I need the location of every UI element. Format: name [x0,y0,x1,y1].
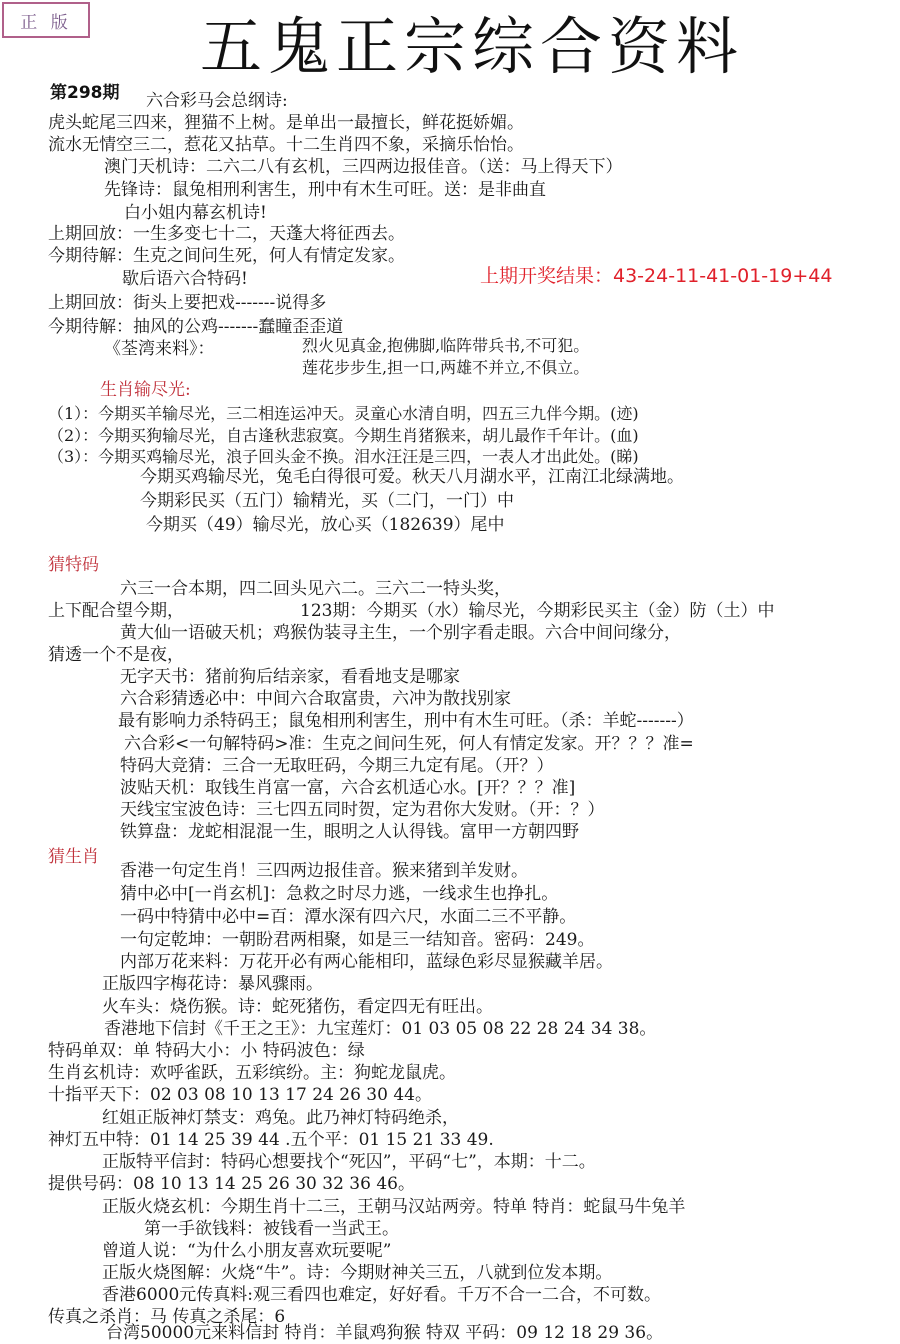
text-line: 最有影响力杀特码王；鼠兔相刑利害生，刑中有木生可旺。（杀：羊蛇-------） [118,711,694,731]
issue-number: 第298期 [50,83,120,103]
text-line: 波贴天机：取钱生肖富一富，六合玄机适心水。[开？？？准] [120,778,576,798]
text-line: 火车头：烧伤猴。诗：蛇死猪伤，看定四无有旺出。 [102,997,493,1017]
text-line: 传真之杀肖：马 传真之杀尾：6 [48,1307,286,1327]
poem-heading: 六合彩马会总纲诗: [146,91,288,111]
text-line: 猜中必中[一肖玄机]：急救之时尽力逃，一线求生也挣扎。 [120,884,559,904]
text-line: 今期买鸡输尽光，兔毛白得很可爱。秋天八月湖水平，江南江北绿满地。 [140,467,684,487]
text-line: 十指平天下：02 03 08 10 13 17 24 26 30 44。 [48,1085,432,1105]
text-line: 今期待解：抽风的公鸡-------蠢瞳歪歪道 [48,317,344,337]
text-line: 猜透一个不是夜， [48,645,184,665]
text-line: 生肖玄机诗：欢呼雀跃，五彩缤纷。主：狗蛇龙鼠虎。 [48,1063,456,1083]
text-line: 烈火见真金,抱佛脚,临阵带兵书,不可犯。 [302,336,590,355]
authentic-badge: 正 版 [2,2,90,38]
text-line: 天线宝宝波色诗：三七四五同时贺，定为君你大发财。（开：？） [120,800,605,820]
section-heading-guess-zodiac: 猜生肖 [48,847,99,867]
page-title: 五鬼正宗综合资料 [200,10,745,83]
text-line: 台湾50000元来料信封 特肖：羊鼠鸡狗猴 特双 平码：09 12 18 29 36。 [106,1323,664,1343]
text-line: 提供号码：08 10 13 14 25 26 30 32 36 46。 [48,1174,415,1194]
text-line: 白小姐内幕玄机诗! [124,203,267,223]
text-line: 第一手欲钱料：被钱看一当武王。 [144,1219,399,1239]
text-line: 歇后语六合特码! [122,269,248,289]
text-line: 特码大竞猜：三合一无取旺码，今期三九定有尾。（开？） [120,756,554,776]
text-line: 一句定乾坤：一朝盼君两相聚，如是三一结知音。密码：249。 [120,930,595,950]
text-line: 黄大仙一语破天机；鸡猴伪装寻主生，一个别字看走眼。六合中间问缘分， [120,623,681,643]
text-line: 曾道人说：“为什么小朋友喜欢玩要呢” [102,1241,392,1261]
text-line: （3）：今期买鸡输尽光，浪子回头金不换。泪水汪汪是三四，一表人才出此处。(睇) [48,447,639,466]
text-line: 铁算盘：龙蛇相混混一生，眼明之人认得钱。富甲一方朝四野 [120,822,579,842]
last-draw-result: 上期开奖结果：43-24-11-41-01-19+44 [480,265,833,287]
text-line: 内部万花来料：万花开必有两心能相印，蓝绿色彩尽显猴藏羊居。 [120,952,613,972]
text-line: 上期回放：街头上要把戏-------说得多 [48,293,327,313]
section-heading-guess-special: 猜特码 [48,555,99,575]
text-line: 《荃湾来料》： [104,339,215,359]
text-line: 今期彩民买（五门）输精光，买（二门，一门）中 [140,491,514,511]
text-line: 特码单双：单 特码大小：小 特码波色：绿 [48,1041,365,1061]
text-line: 一码中特猜中必中=百：潭水深有四六尺，水面二三不平静。 [120,907,577,927]
text-line: （1）：今期买羊输尽光，三二相连运冲天。灵童心水清自明，四五三九伴今期。(迹) [48,404,639,423]
text-line: 香港一句定生肖！三四两边报佳音。猴来猪到羊发财。 [120,861,528,881]
text-line: 今期买（49）输尽光，放心买（182639）尾中 [146,515,505,535]
text-line: 正版四字梅花诗：暴风骤雨。 [102,974,323,994]
text-line: 正版特平信封：特码心想要找个“死囚”，平码“七”，本期：十二。 [102,1152,596,1172]
text-line: 正版火烧图解：火烧“牛”。诗：今期财神关三五，八就到位发本期。 [102,1263,613,1283]
text-line: 上下配合望今期， [48,601,184,621]
text-line: 123期：今期买（水）输尽光，今期彩民买主（金）防（土）中 [300,601,775,621]
text-line: 红姐正版神灯禁支：鸡兔。此乃神灯特码绝杀， [102,1108,459,1128]
text-line: 无字天书：猪前狗后结亲家，看看地支是哪家 [120,667,460,687]
text-line: 先锋诗：鼠兔相刑利害生，刑中有木生可旺。送：是非曲直 [104,180,546,200]
text-line: 上期回放：一生多变七十二，天蓬大将征西去。 [48,224,405,244]
text-line: （2）：今期买狗输尽光，自古逢秋悲寂寞。今期生肖猪猴来，胡儿最作千年计。(血) [48,426,639,445]
text-line: 今期待解：生克之间问生死，何人有情定发家。 [48,246,405,266]
text-line: 莲花步步生,担一口,两雄不并立,不俱立。 [302,358,590,377]
section-heading-zodiac-lose: 生肖输尽光: [100,380,191,400]
text-line: 澳门天机诗：二六二八有玄机，三四两边报佳音。（送：马上得天下） [104,157,623,177]
text-line: 六合彩猜透必中：中间六合取富贵，六冲为散找别家 [120,689,511,709]
text-line: 六三一合本期，四二回头见六二。三六二一特头奖， [120,579,511,599]
text-line: 六合彩<一句解特码>准：生克之间问生死，何人有情定发家。开？？？准= [124,734,694,754]
text-line: 虎头蛇尾三四来，狸猫不上树。是单出一最擅长，鲜花挺娇媚。 [48,113,524,133]
text-line: 神灯五中特：01 14 25 39 44 .五个平：01 15 21 33 49. [48,1130,494,1150]
text-line: 流水无情空三二，惹花又拈草。十二生肖四不象，采摘乐怡怡。 [48,135,524,155]
text-line: 正版火烧玄机：今期生肖十二三，王朝马汉站两旁。特单 特肖：蛇鼠马牛兔羊 [102,1197,686,1217]
text-line: 香港6000元传真料:观三看四也难定，好好看。千万不合一二合，不可数。 [102,1285,661,1305]
text-line: 香港地下信封《千王之王》：九宝莲灯：01 03 05 08 22 28 24 34 38。 [104,1019,657,1039]
